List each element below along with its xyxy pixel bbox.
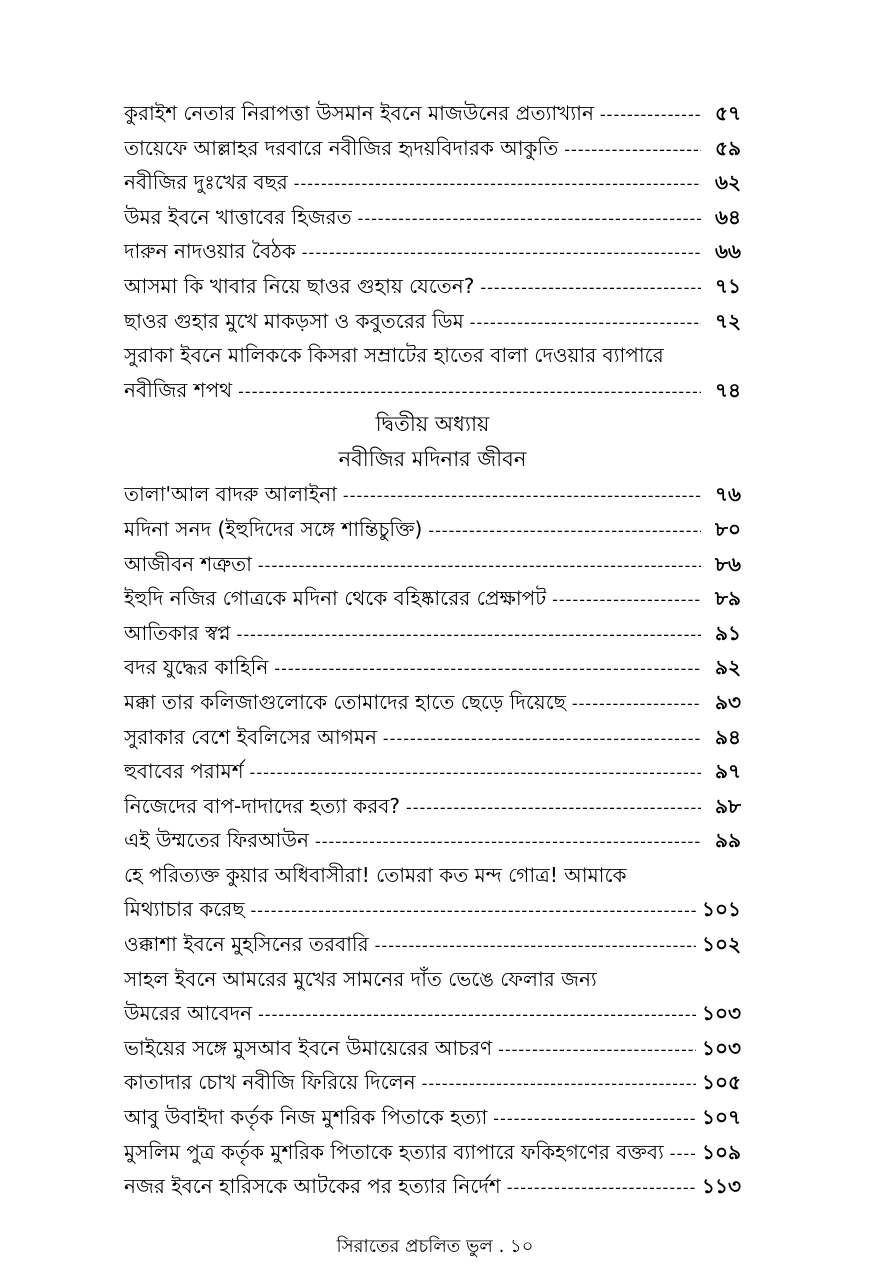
toc-entry-title: উমরের আবেদন [124, 1001, 253, 1026]
footer-separator: . [498, 1236, 505, 1257]
toc-entry-first-line: হে পরিত্যক্ত কুয়ার অধিবাসীরা! তোমরা কত মন্দ গোত্র! আমাকে [124, 862, 627, 887]
toc-entry [124, 1031, 741, 1066]
leader-dashes [564, 133, 701, 168]
leader-dashes [302, 236, 701, 271]
toc-entry [124, 1100, 741, 1135]
leader-dashes [493, 1102, 696, 1137]
toc-entry [124, 616, 741, 651]
toc-entry-page: ৬৬ [714, 239, 741, 264]
toc-entry [124, 234, 741, 269]
running-book-title: সিরাতের প্রচলিত ভুল [336, 1236, 493, 1257]
leader-dashes [258, 549, 701, 584]
toc-entry-title: এই উম্মতের ফিরআউন [124, 828, 309, 853]
toc-entry-page: ১০৫ [702, 1070, 741, 1095]
toc-entry-page: ৭৪ [715, 377, 741, 402]
toc-entry [124, 131, 741, 166]
chapter-label: দ্বিতীয় অধ্যায় [375, 412, 490, 437]
leader-dashes [375, 929, 696, 964]
toc-entry [124, 823, 741, 858]
toc-entry-title: মিথ্যাচার করেছ [124, 897, 245, 922]
toc-entry-page: ৯৮ [715, 793, 741, 818]
toc-entry [124, 304, 741, 339]
leader-dashes [274, 652, 701, 687]
leader-dashes [250, 756, 701, 791]
leader-dashes [358, 202, 701, 237]
leader-dashes [428, 514, 701, 549]
toc-entry [124, 581, 741, 616]
leader-dashes [552, 583, 701, 618]
toc-entry [124, 789, 741, 824]
leader-dashes [250, 894, 696, 929]
toc-entry [124, 373, 741, 408]
toc-entry [124, 165, 741, 200]
leader-dashes [572, 687, 701, 722]
toc-entry-title: আসমা কি খাবার নিয়ে ছাওর গুহায় যেতেন? [124, 273, 475, 298]
toc-entry-title: নিজেদের বাপ-দাদাদের হত্যা করব? [124, 793, 400, 818]
toc-entry-title: নবীজির শপথ [124, 377, 233, 402]
toc-entry-title: নবীজির দুঃখের বছর [124, 170, 288, 195]
toc-entry-title: সুরাকার বেশে ইবলিসের আগমন [124, 724, 377, 749]
toc-entry-title: কাতাদার চোখ নবীজি ফিরিয়ে দিলেন [124, 1070, 416, 1095]
leader-dashes [238, 375, 701, 410]
leader-dashes [498, 1033, 696, 1068]
leader-dashes [258, 998, 696, 1033]
leader-dashes [383, 722, 701, 757]
toc-entry-page: ৬২ [714, 170, 741, 195]
page-footer [0, 1232, 870, 1262]
toc-entry-page: ১০৩ [702, 1035, 741, 1060]
toc-entry [124, 547, 741, 582]
toc-entry-page: ১০১ [702, 897, 741, 922]
toc-entry [124, 685, 741, 720]
leader-dashes [600, 98, 701, 133]
toc-entry-page: ১০৭ [702, 1105, 741, 1130]
toc-entry-title: তালা'আল বাদরু আলাইনা [124, 482, 337, 507]
toc-entry-page: ৯৭ [715, 759, 741, 784]
page-number: ১০ [510, 1236, 534, 1257]
toc-entry-page: ১০৩ [702, 1001, 741, 1026]
toc-entry-page: ১০২ [702, 932, 741, 957]
toc-entry-title: ছাওর গুহার মুখে মাকড়সা ও কবুতরের ডিম [124, 308, 464, 333]
leader-dashes [480, 271, 701, 306]
toc-entry-page: ৫৯ [715, 135, 741, 160]
toc-entry-page: ৭৬ [714, 482, 741, 507]
toc-entry-title: মক্কা তার কলিজাগুলোকে তোমাদের হাতে ছেড়ে দিয়েছে [124, 689, 566, 714]
toc-entry-title: মুসলিম পুত্র কর্তৃক মুশরিক পিতাকে হত্যার ব্যাপারে ফকিহগণের বক্তব্য [124, 1139, 664, 1164]
leader-dashes [315, 825, 701, 860]
toc-entry-page: ৯৯ [715, 828, 741, 853]
toc-entry [124, 650, 741, 685]
toc-entry [124, 1169, 741, 1204]
leader-dashes [406, 791, 701, 826]
leader-dashes [507, 1171, 696, 1206]
toc-entry-title: তায়েফে আল্লাহর দরবারে নবীজির হৃদয়বিদারক আকুতি [124, 135, 559, 160]
leader-dashes [237, 618, 701, 653]
toc-entry-page: ৭১ [715, 273, 741, 298]
toc-entry-page: ৯৩ [715, 689, 741, 714]
toc-entry-title: আজীবন শত্রুতা [124, 551, 252, 576]
toc-entry-page: ৯৪ [715, 724, 741, 749]
toc-entry-title: বদর যুদ্ধের কাহিনি [124, 655, 269, 680]
toc-entry [124, 892, 741, 927]
toc-entry-page: ৮৯ [715, 586, 741, 611]
leader-dashes [343, 479, 701, 514]
toc-entry-title: কুরাইশ নেতার নিরাপত্তা উসমান ইবনে মাজউনের প্রত্যাখ্যান [124, 101, 594, 125]
toc-entry [124, 720, 741, 755]
toc-entry-page: ৮০ [715, 516, 741, 541]
toc-entry [124, 269, 741, 304]
toc-entry-title: নজর ইবনে হারিসকে আটকের পর হত্যার নির্দেশ [124, 1174, 501, 1199]
toc-entry [124, 200, 741, 235]
toc-entry-page: ৯২ [715, 655, 741, 680]
toc-entry-title: ইহুদি নজির গোত্রকে মদিনা থেকে বহিষ্কারের প্রেক্ষাপট [124, 586, 547, 611]
toc-entry [124, 512, 741, 547]
toc-entry [124, 1135, 741, 1170]
toc-entry-page: ৯১ [715, 620, 741, 645]
toc-entry-page: ৮৬ [715, 551, 741, 576]
leader-dashes [294, 167, 701, 202]
toc-entry-page: ৬৪ [715, 204, 741, 229]
toc-entry-title: উমর ইবনে খাত্তাবের হিজরত [124, 204, 352, 229]
toc-entry-title: আতিকার স্বপ্ন [124, 620, 231, 645]
leader-dashes [422, 1067, 696, 1102]
toc-entry-title: আবু উবাইদা কর্তৃক নিজ মুশরিক পিতাকে হত্যা [124, 1105, 488, 1130]
toc-entry-title: ওক্কাশা ইবনে মুহসিনের তরবারি [124, 932, 369, 957]
toc-entry-first-line: সুরাকা ইবনে মালিককে কিসরা সম্রাটের হাতের বালা দেওয়ার ব্যাপারে [124, 343, 664, 368]
toc-entry-page: ৭২ [714, 308, 741, 333]
toc-entry-page: ১১৩ [702, 1174, 741, 1199]
toc-entry [124, 927, 741, 962]
toc-entry-page: ১০৯ [702, 1139, 741, 1164]
toc-entry [124, 96, 741, 131]
toc-entry [124, 754, 741, 789]
chapter-title: নবীজির মদিনার জীবন [338, 447, 527, 472]
toc-entry-title: হুবাবের পরামর্শ [124, 759, 244, 784]
toc-entry-first-line: সাহল ইবনে আমরের মুখের সামনের দাঁত ভেঙে ফেলার জন্য [124, 966, 597, 991]
toc-entry [124, 996, 741, 1031]
toc-entry [124, 1065, 741, 1100]
toc-entry-title: মদিনা সনদ (ইহুদিদের সঙ্গে শান্তিচুক্তি) [124, 516, 423, 541]
toc-entry-title: ভাইয়ের সঙ্গে মুসআব ইবনে উমায়েরের আচরণ [124, 1035, 493, 1060]
table-of-contents [124, 96, 741, 1204]
toc-entry-page: ৫৭ [715, 101, 741, 125]
toc-entry-title: দারুন নাদওয়ার বৈঠক [124, 239, 296, 264]
leader-dashes [670, 1137, 696, 1172]
toc-entry [124, 477, 741, 512]
leader-dashes [470, 306, 701, 341]
